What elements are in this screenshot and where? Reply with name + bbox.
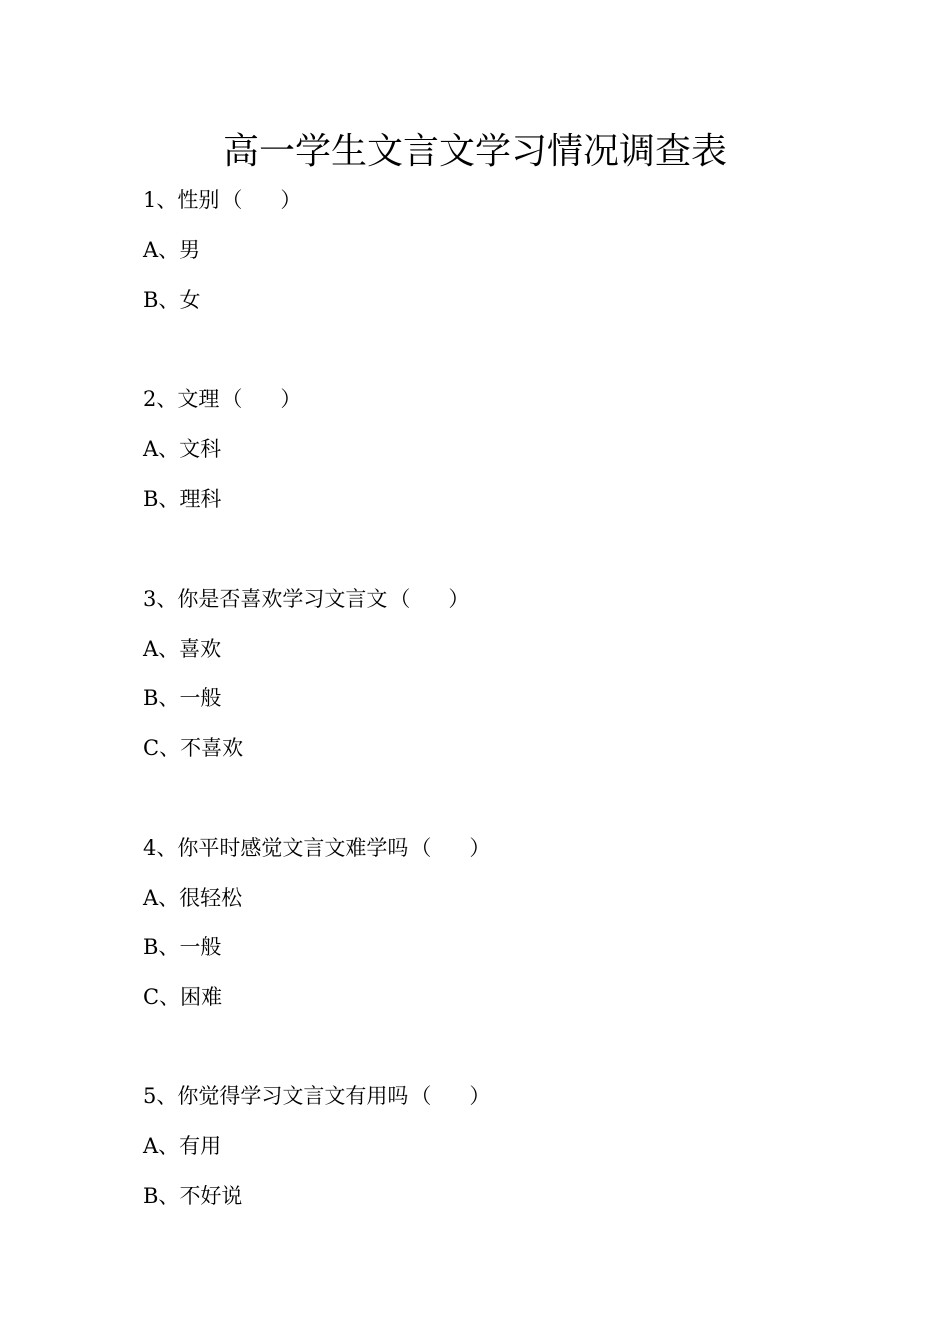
option-label: B、	[143, 935, 180, 959]
option-label: B、	[143, 686, 180, 710]
question-text: 你平时感觉文言文难学吗	[177, 836, 409, 860]
page-title: 高一学生文言文学习情况调查表	[222, 131, 727, 172]
option-label: A、	[143, 637, 180, 661]
answer-paren-open: （	[410, 836, 432, 860]
option-text: 不好说	[179, 1184, 243, 1208]
question-2	[143, 385, 301, 413]
option-text: 文科	[179, 437, 222, 461]
option-1b	[143, 286, 200, 314]
option-4b	[143, 933, 221, 961]
option-label: C、	[143, 736, 181, 760]
option-text: 喜欢	[179, 637, 222, 661]
answer-paren-close: ）	[448, 587, 470, 611]
question-number: 1、	[143, 188, 178, 212]
question-3	[143, 585, 469, 613]
question-text: 文理	[177, 387, 220, 411]
option-text: 很轻松	[179, 886, 243, 910]
answer-paren-close: ）	[280, 387, 302, 411]
option-3b	[143, 684, 221, 712]
option-4c	[143, 983, 222, 1011]
option-label: B、	[143, 288, 180, 312]
option-text: 一般	[179, 935, 222, 959]
question-number: 5、	[143, 1084, 178, 1108]
option-3a	[143, 635, 221, 663]
question-text: 你觉得学习文言文有用吗	[177, 1084, 409, 1108]
option-label: C、	[143, 985, 181, 1009]
question-4	[143, 834, 490, 862]
option-label: A、	[143, 1134, 180, 1158]
option-label: A、	[143, 437, 180, 461]
option-5a	[143, 1132, 221, 1160]
question-5	[143, 1082, 490, 1110]
option-1a	[143, 236, 200, 264]
option-3c	[143, 734, 243, 762]
question-number: 4、	[143, 836, 178, 860]
answer-paren-open: （	[410, 1084, 432, 1108]
option-label: A、	[143, 238, 180, 262]
answer-paren-open: （	[221, 387, 243, 411]
answer-paren-close: ）	[469, 836, 491, 860]
question-text: 性别	[177, 188, 220, 212]
option-2a	[143, 435, 221, 463]
option-label: A、	[143, 886, 180, 910]
question-text: 你是否喜欢学习文言文	[177, 587, 388, 611]
question-number: 2、	[143, 387, 178, 411]
option-text: 男	[179, 238, 201, 262]
option-text: 有用	[179, 1134, 222, 1158]
option-label: B、	[143, 487, 180, 511]
option-text: 不喜欢	[180, 736, 244, 760]
answer-paren-open: （	[221, 188, 243, 212]
option-4a	[143, 884, 242, 912]
option-2b	[143, 485, 221, 513]
question-number: 3、	[143, 587, 178, 611]
option-label: B、	[143, 1184, 180, 1208]
option-text: 一般	[179, 686, 222, 710]
question-1	[143, 186, 301, 214]
answer-paren-close: ）	[280, 188, 302, 212]
option-text: 女	[179, 288, 201, 312]
answer-paren-open: （	[389, 587, 411, 611]
answer-paren-close: ）	[469, 1084, 491, 1108]
option-text: 理科	[179, 487, 222, 511]
option-5b	[143, 1182, 242, 1210]
option-text: 困难	[180, 985, 223, 1009]
